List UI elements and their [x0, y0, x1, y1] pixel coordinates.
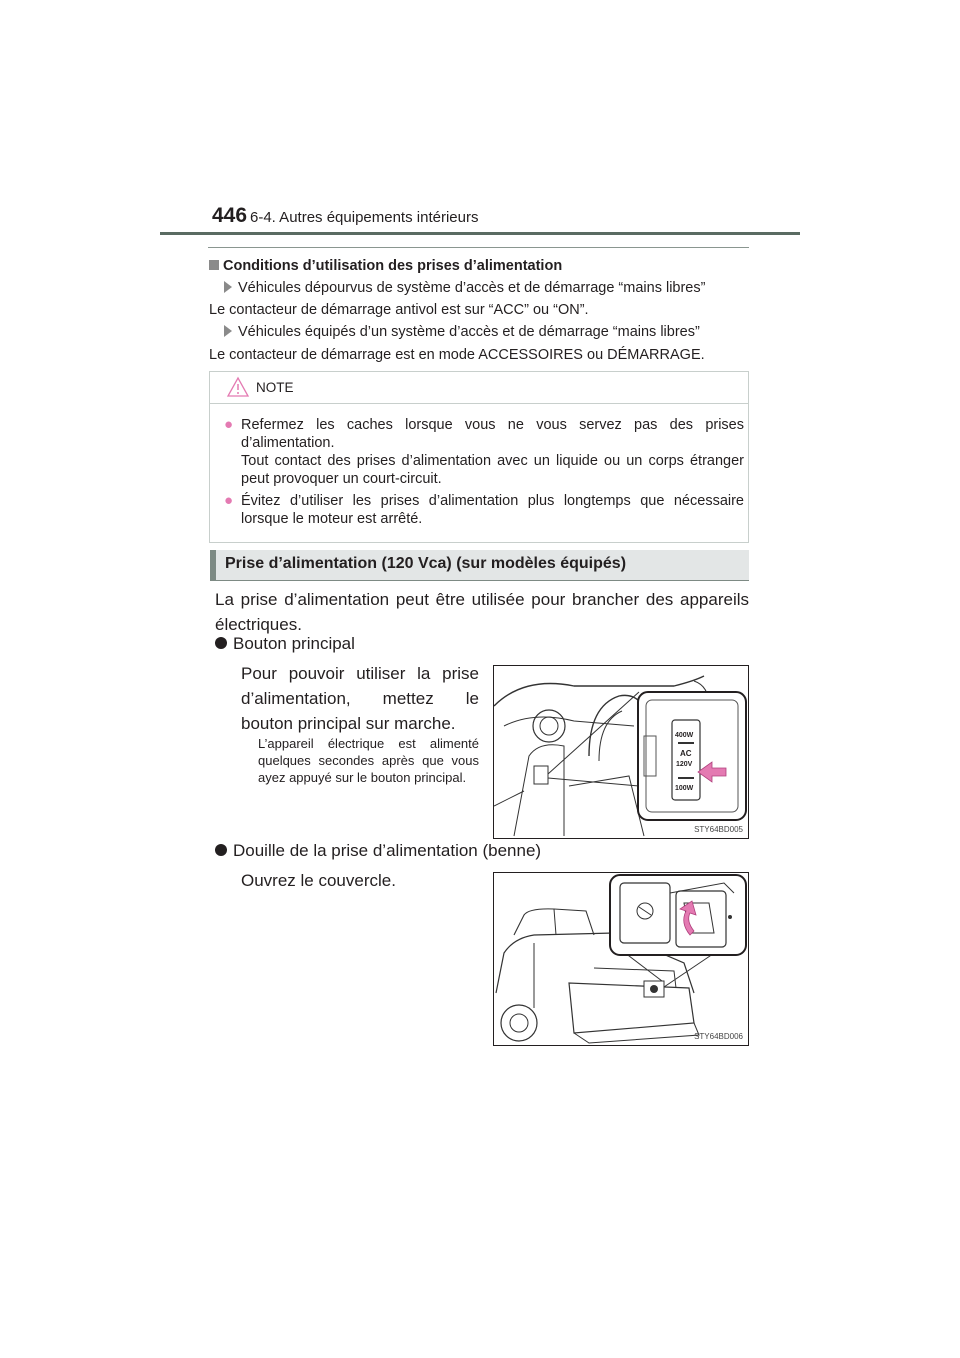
truck-bed-illustration — [494, 873, 748, 1045]
switch-label-400w: 400W — [675, 732, 694, 739]
case2-text: Le contacteur de démarrage est en mode ACCESSOIRES ou DÉMARRAGE. — [209, 347, 705, 363]
square-bullet-icon — [209, 260, 219, 270]
section-underline — [210, 580, 749, 581]
top-divider — [208, 247, 749, 248]
case2-label: Véhicules équipés d’un système d’accès et de démarrage “mains libres” — [224, 322, 700, 342]
page-number: 446 — [212, 204, 248, 227]
figure-id: STY64BD005 — [694, 825, 743, 834]
bullet-icon — [215, 844, 227, 856]
figure-main-button — [493, 665, 749, 839]
note-bullet-icon: ● — [224, 416, 234, 433]
case1-text: Le contacteur de démarrage antivol est sur “ACC” ou “ON”. — [209, 302, 589, 318]
note-item-1: ● Refermez les caches lorsque vous ne vous servez pas des prises d’alimentation. Tout contact des prises d’alimentation avec un liquide ou un corps étranger peut provoquer un court-circuit. — [224, 416, 744, 487]
figure-bed-socket — [493, 872, 749, 1046]
triangle-bullet-icon — [224, 325, 232, 337]
section-title-band — [210, 550, 749, 580]
switch-label-100w: 100W — [675, 785, 694, 792]
switch-label-120v: 120V — [676, 761, 693, 768]
bullet1-text: Pour pouvoir utiliser la prise d’alimentation, mettez le bouton principal sur marche. — [241, 664, 479, 733]
conditions-heading: Conditions d’utilisation des prises d’alimentation — [209, 256, 562, 276]
bullet2-text: Ouvrez le couvercle. — [241, 871, 396, 890]
case1-label: Véhicules dépourvus de système d’accès et de démarrage “mains libres” — [224, 278, 705, 298]
note-header — [210, 372, 748, 404]
note-title: NOTE — [256, 380, 294, 395]
section-header: 6-4. Autres équipements intérieurs — [250, 209, 479, 226]
dashboard-illustration — [494, 666, 748, 838]
warning-icon — [226, 376, 250, 398]
section-intro: La prise d’alimentation peut être utilisée pour brancher des appareils électriques. — [215, 590, 749, 634]
note-box — [209, 371, 749, 543]
figure-id: STY64BD006 — [694, 1032, 743, 1041]
note-item-2: ● Évitez d’utiliser les prises d’alimentation plus longtemps que nécessaire lorsque le moteur est arrêté. — [224, 492, 744, 527]
note-bullet-icon: ● — [224, 492, 234, 509]
section-title: Prise d’alimentation (120 Vca) (sur modèles équipés) — [225, 555, 627, 572]
triangle-bullet-icon — [224, 281, 232, 293]
switch-label-ac: AC — [680, 749, 692, 758]
bullet1-note: L’appareil électrique est alimenté quelques secondes après que vous ayez appuyé sur le bouton principal. — [258, 736, 479, 785]
bullet-main-button: Bouton principal — [215, 631, 355, 656]
bullet-socket: Douille de la prise d’alimentation (benne) — [215, 838, 541, 863]
header-rule — [160, 232, 800, 235]
bullet-icon — [215, 637, 227, 649]
